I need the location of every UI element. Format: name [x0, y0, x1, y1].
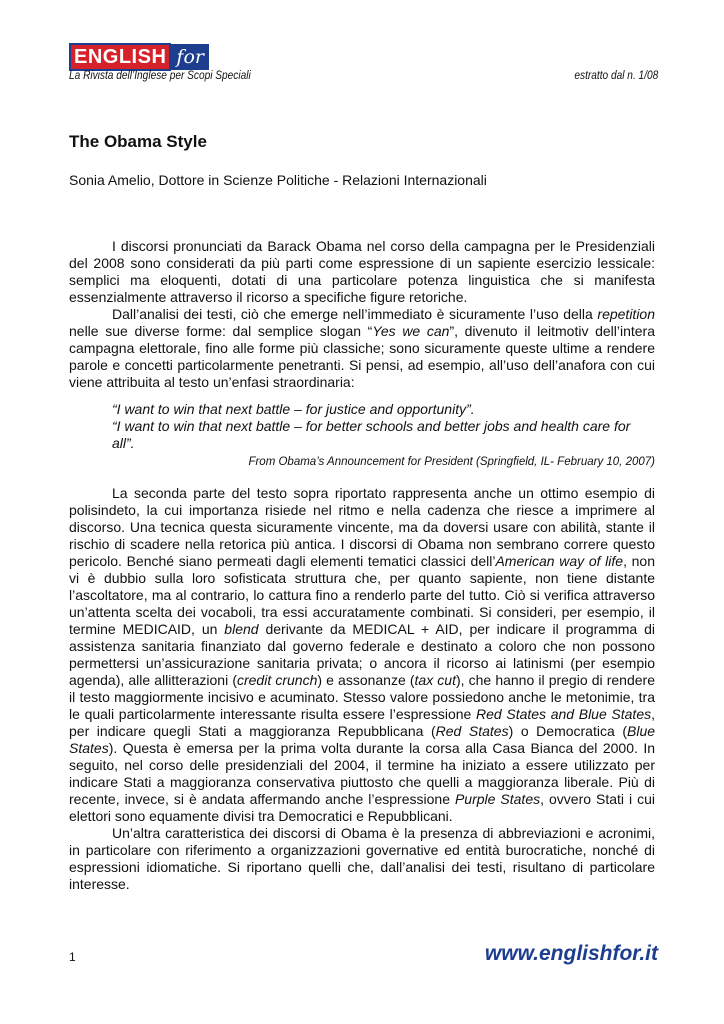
page-number: 1 — [69, 950, 76, 964]
text: derivante da MEDICAL + AID, per indicare il programma di assistenza sanitaria finanziato dal governo federale e destinato a coloro che non possono permettersi un’assicurazione sanitaria privata; o ancora il ricorso ai latinismi (per esempio agenda), alle allitterazioni ( — [69, 621, 655, 688]
magazine-tagline: La Rivista dell’Inglese per Scopi Speciali — [69, 70, 251, 82]
paragraph-2 — [69, 306, 655, 391]
italic-term: credit crunch — [236, 672, 318, 688]
paragraph-4: Un’altra caratteristica dei discorsi di Obama è la presenza di abbreviazioni e acronimi, in particolare con riferimento a organizzazioni governative ed entità burocratiche, nonché di espressioni idiomatiche. Si riportano quelli che, dall’analisi dei testi, risultano di particolare interesse. — [69, 825, 655, 892]
paragraph-3 — [69, 485, 655, 825]
article-body — [69, 238, 655, 893]
text: nelle sue diverse forme: dal semplice slogan “ — [69, 323, 373, 339]
quotes-block — [112, 401, 655, 452]
quote: “I want to win that next battle – for better schools and better jobs and health care for all”. — [112, 418, 631, 451]
logo-for: for — [171, 44, 209, 70]
text: La seconda parte del testo sopra riportato rappresenta anche un ottimo esempio di polisindeto, la cui importanza risiede nel ritmo e nella cadenza che riesce a imprimere al discorso. Una tecnica questa sicuramente vincente, ma da doversi usare con abilità, stante il rischio di scadere nella retorica più antica. I discorsi di Obama non sembrano correre questo pericolo. Benché siano permeati dagli elementi tematici classici dell’ — [69, 485, 655, 569]
text: , non vi è dubbio sulla loro sofisticata struttura che, per quanto sapiente, non tiene distante l’ascoltatore, ma al contrario, lo cattura fino a renderlo parte del tutto. Ciò si verifica attraverso un’attenta scelta dei vocaboli, tra essi accuratamente combinati. Si consideri, per esempio, il termine MEDICAID, un — [69, 553, 655, 637]
italic-term: Blue States — [69, 723, 656, 756]
article-title: The Obama Style — [69, 132, 207, 151]
quote: “I want to win that next battle – for justice and opportunity”. — [112, 401, 475, 417]
italic-term: Red States — [435, 723, 509, 739]
italic-term: Red States and Blue States — [476, 706, 652, 722]
paragraph-1: I discorsi pronunciati da Barack Obama nel corso della campagna per le Presidenziali del 2008 sono considerati da più parti come espressione di un sapiente esercizio lessicale: semplici ma eloquenti, dotati di una particolare potenza linguistica che si manifesta essenzialmente attraverso il ricorso a specifiche figure retoriche. — [69, 238, 655, 305]
text: ”, divenuto il leitmotiv dell’intera campagna elettorale, fino alle forme più classiche; sono sicuramente queste ultime a rendere parole e concetti particolarmente penetranti. Si pensi, ad esempio, all’uso dell’anafora con cui viene attribuita al testo un’enfasi straordinaria: — [69, 323, 656, 390]
text: , ovvero Stati i cui elettori sono equamente divisi tra Democratici e Repubblicani. — [69, 791, 655, 824]
article-author: Sonia Amelio, Dottore in Scienze Politiche - Relazioni Internazionali — [69, 172, 487, 188]
text: ), che hanno il pregio di rendere il testo maggiormente incisivo e acuminato. Stesso valore possiedono anche le metonimie, tra le quali particolarmente interessante risulta essere l’espressione — [69, 672, 655, 722]
text: ) o Democratica ( — [508, 723, 627, 739]
englishfor-logo — [69, 44, 209, 70]
italic-term: tax cut — [414, 672, 456, 688]
text: , per indicare quegli Stati a maggioranza Repubblicana ( — [69, 706, 656, 739]
website-link[interactable]: www.englishfor.it — [484, 942, 658, 965]
italic-term: Purple States — [454, 791, 541, 807]
text: ) e assonanze ( — [317, 672, 415, 688]
quote-source: From Obama’s Announcement for President (Springfield, IL- February 10, 2007) — [248, 456, 655, 468]
issue-extract: estratto dal n. 1/08 — [574, 70, 658, 82]
italic-term: blend — [224, 621, 259, 637]
italic-term: Yes we can — [372, 323, 450, 339]
logo-main: ENGLISH — [69, 43, 171, 71]
italic-term: repetition — [597, 306, 655, 322]
italic-term: American way of life — [495, 553, 624, 569]
text: ). Questa è emersa per la prima volta durante la corsa alla Casa Bianca del 2000. In seguito, nel corso delle presidenziali del 2004, il termine ha iniziato a essere utilizzato per indicare Stati a maggioranza conservativa piuttosto che quelli a maggioranza liberale. Più di recente, invece, si è andata affermando anche l’espressione — [69, 740, 655, 807]
text: Dall’analisi dei testi, ciò che emerge nell’immediato è sicuramente l’uso della — [112, 306, 598, 322]
